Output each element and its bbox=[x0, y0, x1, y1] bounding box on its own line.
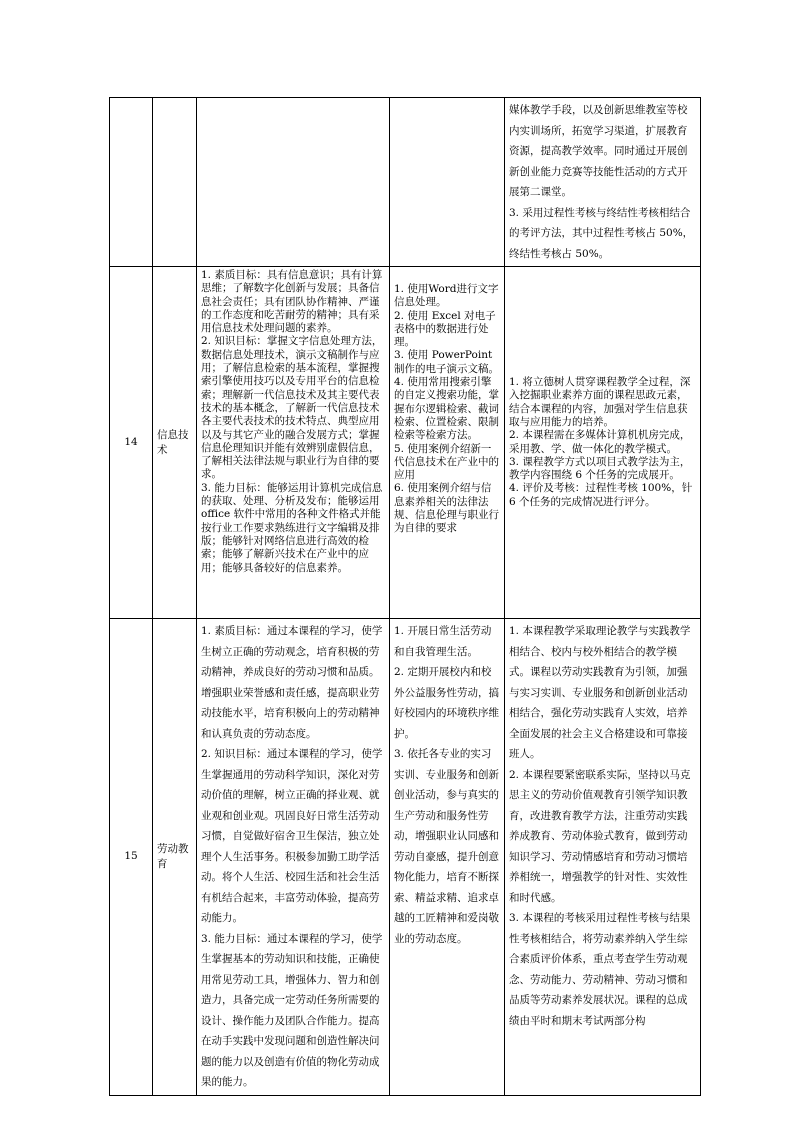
content-item: 6. 使用案例介绍与信息素养相关的法律法规、信息伦理与职业行为自律的要求 bbox=[394, 482, 499, 535]
course-objectives-cell bbox=[197, 619, 390, 1096]
course-name-cell: 劳动教育 bbox=[153, 619, 197, 1096]
content-item: 2. 定期开展校内和校外公益服务性劳动，搞好校园内的环境秩序维护。 bbox=[394, 666, 499, 740]
course-name-cell bbox=[153, 98, 197, 267]
objective-item: 2. 知识目标：通过本课程的学习，使学生掌握通用的劳动科学知识，深化对劳动价值的理解，树立正确的择业观、就业观和创业观。巩固良好日常生活劳动习惯，自觉做好宿舍卫生保洁，独立处理个人生活事务。积极参加勤工助学活动。将个人生活、校园生活和社会生活有机结合起来，丰富劳动体验，提高劳动能力。 bbox=[201, 748, 383, 924]
content-item: 1. 使用Word进行文字信息处理。 bbox=[394, 283, 499, 309]
table-row-continued bbox=[110, 98, 701, 267]
course-name-cell: 信息技术 bbox=[153, 267, 197, 619]
objective-item: 3. 能力目标：通过本课程的学习，使学生掌握基本的劳动知识和技能，正确使用常见劳动工具，增强体力、智力和创造力，具备完成一定劳动任务所需要的设计、操作能力及团队合作能力。提高在动手实践中发现问题和创造性解决问题的能力以及创造有价值的物化劳动成果的能力。 bbox=[201, 932, 383, 1088]
requirement-item: 4. 评价及考核：过程性考核 100%，针 6 个任务的完成情况进行评分。 bbox=[509, 482, 693, 508]
objective-item: 1. 素质目标：通过本课程的学习，使学生树立正确的劳动观念，培育积极的劳动精神，养成良好的劳动习惯和品质。增强职业荣誉感和责任感，提高职业劳动技能水平，培育积极向上的劳动精神和认真负责的劳动态度。 bbox=[201, 625, 383, 740]
requirement-item: 3. 采用过程性考核与终结性考核相结合的考评方法，其中过程性考核占 50%，终结性考核占 50%。 bbox=[509, 206, 694, 260]
requirement-item: 2. 本课程需在多媒体计算机机房完成，采用教、学、做一体化的教学模式。 bbox=[509, 429, 691, 455]
table-row-15 bbox=[110, 619, 701, 1096]
course-number-cell: 14 bbox=[110, 267, 153, 619]
course-number-cell: 15 bbox=[110, 619, 153, 1096]
requirement-item: 媒体教学手段，以及创新思维教室等校内实训场所，拓宽学习渠道，扩展教育资源，提高教学效率。同时通过开展创新创业能力竞赛等技能性活动的方式开展第二课堂。 bbox=[509, 104, 688, 198]
requirement-item: 2. 本课程要紧密联系实际，坚持以马克思主义的劳动价值观教育引领学知识教育，改进教育教学方法，注重劳动实践养成教育、劳动体验式教育，做到劳动知识学习、劳动情感培育和劳动习惯培养相统一，增强教学的针对性、实效性和时代感。 bbox=[509, 768, 691, 904]
course-objectives-cell bbox=[197, 98, 390, 267]
course-number-cell bbox=[110, 98, 153, 267]
course-requirements-cell bbox=[505, 619, 701, 1096]
content-item: 1. 开展日常生活劳动和自我管理生活。 bbox=[394, 625, 492, 658]
course-requirements-cell bbox=[505, 98, 701, 267]
requirement-item: 1. 将立德树人贯穿课程教学全过程，深入挖掘职业素养方面的课程思政元素，结合本课程的内容，加强对学生信息获取与应用能力的培养。 bbox=[509, 376, 691, 428]
course-content-cell bbox=[390, 98, 505, 267]
course-requirements-cell bbox=[505, 267, 701, 619]
requirement-item: 3. 本课程的考核采用过程性考核与结果性考核相结合，将劳动素养纳入学生综合素质评价体系，重点考查学生劳动观念、劳动能力、劳动精神、劳动习惯和品质等劳动素养发展状况。课程的总成绩由平时和期末考试两部分构 bbox=[509, 912, 691, 1027]
content-item: 3. 依托各专业的实习实训、专业服务和创新创业活动，参与真实的生产劳动和服务性劳动，增强职业认同感和劳动自豪感，提升创意物化能力，培育不断探索、精益求精、追求卓越的工匠精神和爱岗敬业的劳动态度。 bbox=[394, 748, 499, 945]
course-objectives-cell bbox=[197, 267, 390, 619]
content-item: 4. 使用常用搜索引擎的自定义搜索功能，掌握布尔逻辑检索、截词检索、位置检索、限制检索等检索方法。 bbox=[394, 376, 499, 442]
objective-item: 3. 能力目标：能够运用计算机完成信息的获取、处理、分析及发布；能够运用 office 软件中常用的各种文件格式并能按行业工作要求熟练进行文字编辑及排版；能够针对网络信息进行高效的检索；能够了解新兴技术在产业中的应用；能够具备较好的信息素养。 bbox=[201, 481, 383, 574]
table-row-14 bbox=[110, 267, 701, 619]
course-content-cell bbox=[390, 619, 505, 1096]
course-content-cell bbox=[390, 267, 505, 619]
requirement-item: 3. 课程教学方式以项目式教学法为主，教学内容围绕 6 个任务的完成展开。 bbox=[509, 455, 691, 482]
course-table bbox=[109, 97, 701, 1096]
requirement-item: 1. 本课程教学采取理论教学与实践教学相结合、校内与校外相结合的教学模式。课程以劳动实践教育为引领，加强与实习实训、专业服务和创新创业活动相结合，强化劳动实践育人实效，培养全面发展的社会主义合格建设和可靠接班人。 bbox=[509, 625, 691, 760]
content-item: 2. 使用 Excel 对电子表格中的数据进行处理。 bbox=[394, 309, 496, 349]
objective-item: 2. 知识目标：掌握文字信息处理方法，数据信息处理技术，演示文稿制作与应用；了解信息检索的基本流程，掌握搜索引擎使用技巧以及专用平台的信息检索；理解新一代信息技术及其主要代表技术的基本概念，了解新一代信息技术各主要代表技术的技术特点、典型应用以及与其它产业的融合发展方式；掌握信息伦理知识并能有效辨别虚假信息，了解相关法律法规与职业行为自律的要求。 bbox=[201, 335, 383, 481]
content-item: 3. 使用 PowerPoint 制作的电子演示文稿。 bbox=[394, 349, 499, 375]
content-item: 5. 使用案例介绍新一代信息技术在产业中的应用 bbox=[394, 442, 499, 482]
objective-item: 1. 素质目标：具有信息意识；具有计算思维；了解数字化创新与发展；具备信息社会责任；具有团队协作精神、严谨的工作态度和吃苦耐劳的精神；具有采用信息技术处理问题的素养。 bbox=[201, 269, 383, 335]
